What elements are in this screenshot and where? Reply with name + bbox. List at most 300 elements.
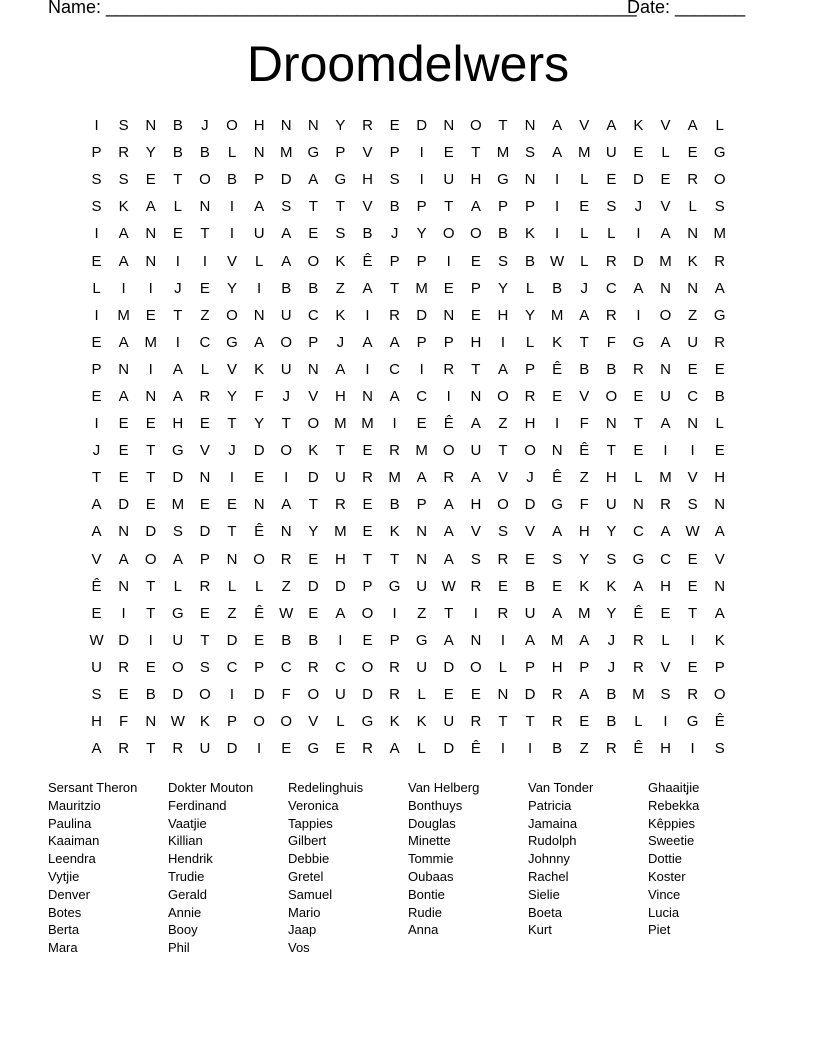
grid-cell: L bbox=[580, 252, 589, 270]
grid-cell: N bbox=[145, 225, 157, 243]
grid-cell: T bbox=[579, 333, 589, 351]
grid-cell: Ê bbox=[470, 740, 481, 758]
grid-cell: O bbox=[442, 442, 455, 460]
grid-cell: M bbox=[659, 469, 672, 487]
grid-cell: B bbox=[606, 360, 617, 378]
grid-cell: C bbox=[334, 658, 346, 676]
grid-cell: E bbox=[660, 171, 671, 189]
grid-cell: Y bbox=[227, 279, 238, 297]
grid-cell: T bbox=[227, 415, 237, 433]
grid-cell: I bbox=[636, 306, 641, 324]
grid-cell: N bbox=[253, 306, 265, 324]
grid-cell: E bbox=[145, 415, 156, 433]
grid-cell: A bbox=[335, 360, 346, 378]
grid-cell: I bbox=[121, 604, 126, 622]
grid-cell: J bbox=[174, 279, 182, 297]
grid-cell: I bbox=[94, 306, 99, 324]
grid-cell: Ê bbox=[91, 577, 102, 595]
grid-cell: B bbox=[172, 117, 183, 135]
grid-cell: I bbox=[94, 117, 99, 135]
grid-cell: E bbox=[91, 604, 102, 622]
grid-cell: S bbox=[714, 198, 725, 216]
grid-cell: A bbox=[552, 604, 563, 622]
word-list-item: Douglas bbox=[408, 815, 456, 831]
grid-cell: A bbox=[714, 604, 725, 622]
grid-cell: E bbox=[145, 658, 156, 676]
grid-cell: G bbox=[415, 631, 428, 649]
grid-cell: E bbox=[91, 387, 102, 405]
grid-cell: A bbox=[254, 333, 265, 351]
grid-cell: E bbox=[687, 550, 698, 568]
grid-cell: R bbox=[443, 360, 455, 378]
grid-cell: C bbox=[660, 550, 671, 568]
grid-cell: Z bbox=[688, 306, 698, 324]
grid-cell: N bbox=[524, 117, 536, 135]
grid-cell: B bbox=[308, 279, 319, 297]
grid-cell: M bbox=[334, 523, 347, 541]
grid-cell: G bbox=[171, 604, 184, 622]
grid-cell: I bbox=[446, 387, 451, 405]
grid-cell: T bbox=[606, 442, 616, 460]
grid-cell: I bbox=[555, 198, 560, 216]
grid-cell: B bbox=[281, 631, 292, 649]
grid-cell: I bbox=[555, 171, 560, 189]
grid-cell: R bbox=[714, 333, 726, 351]
grid-cell: T bbox=[335, 198, 345, 216]
grid-cell: A bbox=[281, 225, 292, 243]
grid-cell: W bbox=[170, 713, 185, 731]
grid-cell: C bbox=[416, 387, 428, 405]
grid-cell: O bbox=[713, 171, 726, 189]
grid-cell: R bbox=[605, 740, 617, 758]
grid-cell: S bbox=[687, 496, 698, 514]
grid-cell: L bbox=[688, 198, 697, 216]
grid-cell: A bbox=[362, 279, 373, 297]
grid-cell: A bbox=[633, 577, 644, 595]
grid-cell: A bbox=[443, 550, 454, 568]
grid-cell: B bbox=[497, 225, 508, 243]
grid-cell: G bbox=[361, 713, 374, 731]
grid-cell: R bbox=[118, 740, 130, 758]
grid-cell: U bbox=[443, 171, 455, 189]
grid-cell: B bbox=[199, 144, 210, 162]
grid-cell: I bbox=[229, 225, 235, 243]
grid-cell: G bbox=[226, 333, 238, 351]
grid-cell: A bbox=[552, 117, 563, 135]
grid-cell: N bbox=[307, 360, 319, 378]
grid-cell: K bbox=[254, 360, 265, 378]
word-list-item: Kurt bbox=[528, 922, 552, 938]
grid-cell: P bbox=[199, 550, 210, 568]
word-list-item: Vince bbox=[648, 886, 681, 902]
grid-cell: A bbox=[308, 171, 319, 189]
grid-cell: I bbox=[121, 279, 126, 297]
grid-cell: P bbox=[470, 279, 481, 297]
grid-cell: Ê bbox=[633, 740, 644, 758]
grid-cell: S bbox=[606, 550, 617, 568]
grid-cell: V bbox=[497, 469, 508, 487]
grid-cell: O bbox=[199, 686, 211, 704]
grid-cell: L bbox=[634, 713, 643, 731]
grid-cell: G bbox=[388, 577, 401, 595]
grid-cell: M bbox=[144, 333, 157, 351]
grid-cell: T bbox=[173, 306, 183, 324]
grid-cell: H bbox=[470, 333, 482, 351]
grid-cell: E bbox=[470, 306, 481, 324]
grid-cell: E bbox=[687, 658, 698, 676]
grid-cell: I bbox=[338, 631, 343, 649]
grid-cell: O bbox=[253, 550, 265, 568]
grid-cell: E bbox=[687, 360, 698, 378]
grid-cell: E bbox=[145, 306, 156, 324]
grid-cell: Z bbox=[335, 279, 345, 297]
grid-cell: J bbox=[580, 279, 588, 297]
grid-cell: T bbox=[498, 713, 508, 731]
word-list-item: Dokter Mouton bbox=[168, 780, 254, 795]
grid-cell: T bbox=[389, 550, 400, 568]
grid-cell: D bbox=[416, 306, 428, 324]
grid-cell: E bbox=[308, 550, 319, 568]
header-row bbox=[48, 0, 748, 21]
grid-cell: E bbox=[199, 604, 210, 622]
grid-cell: R bbox=[605, 252, 617, 270]
grid-cell: A bbox=[118, 225, 129, 243]
grid-cell: P bbox=[443, 333, 454, 351]
grid-cell: B bbox=[145, 686, 156, 704]
grid-cell: H bbox=[91, 713, 102, 731]
grid-cell: I bbox=[257, 279, 262, 297]
grid-cell: N bbox=[118, 360, 130, 378]
grid-cell: S bbox=[714, 740, 725, 758]
grid-cell: T bbox=[200, 631, 210, 649]
grid-cell: E bbox=[362, 442, 373, 460]
grid-cell: S bbox=[389, 171, 400, 189]
grid-cell: L bbox=[498, 658, 508, 676]
grid-cell: I bbox=[663, 442, 668, 460]
grid-cell: O bbox=[470, 117, 482, 135]
grid-cell: T bbox=[281, 415, 291, 433]
grid-cell: N bbox=[524, 171, 536, 189]
word-list-item: Oubaas bbox=[408, 868, 454, 884]
grid-cell: L bbox=[715, 415, 724, 433]
grid-cell: P bbox=[525, 658, 536, 676]
grid-cell: A bbox=[389, 333, 400, 351]
word-list-item: Johnny bbox=[528, 851, 570, 867]
grid-cell: E bbox=[199, 279, 210, 297]
grid-cell: H bbox=[334, 387, 346, 405]
word-list-item: Van Tonder bbox=[528, 780, 594, 795]
grid-cell: A bbox=[660, 415, 671, 433]
grid-cell: A bbox=[606, 117, 617, 135]
grid-cell: A bbox=[91, 523, 102, 541]
grid-cell: L bbox=[607, 225, 616, 243]
grid-cell: E bbox=[443, 686, 454, 704]
grid-cell: O bbox=[280, 442, 293, 460]
grid-cell: P bbox=[389, 144, 400, 162]
grid-cell: U bbox=[687, 333, 699, 351]
grid-cell: Z bbox=[227, 604, 237, 622]
grid-cell: A bbox=[443, 496, 454, 514]
grid-cell: Z bbox=[200, 306, 210, 324]
grid-cell: E bbox=[118, 469, 129, 487]
grid-cell: R bbox=[199, 387, 211, 405]
grid-cell: K bbox=[335, 252, 346, 270]
grid-cell: M bbox=[550, 631, 564, 649]
grid-cell: P bbox=[579, 658, 590, 676]
grid-cell: A bbox=[362, 333, 373, 351]
grid-cell: O bbox=[307, 415, 320, 433]
grid-cell: V bbox=[227, 252, 238, 270]
grid-cell: C bbox=[307, 306, 319, 324]
grid-cell: R bbox=[389, 658, 400, 676]
grid-cell: E bbox=[687, 577, 698, 595]
grid-cell: T bbox=[498, 442, 508, 460]
grid-cell: D bbox=[226, 740, 238, 758]
grid-cell: I bbox=[148, 279, 153, 297]
grid-cell: A bbox=[443, 523, 454, 541]
grid-cell: U bbox=[660, 387, 671, 405]
grid-cell: A bbox=[389, 740, 400, 758]
grid-cell: H bbox=[172, 415, 184, 433]
grid-cell: N bbox=[687, 225, 699, 243]
grid-cell: U bbox=[280, 360, 292, 378]
grid-cell: E bbox=[227, 496, 238, 514]
grid-cell: A bbox=[281, 496, 292, 514]
grid-cell: V bbox=[525, 523, 536, 541]
word-list-item: Vaatjie bbox=[168, 815, 207, 831]
grid-cell: T bbox=[308, 496, 318, 514]
word-list-item: Van Helberg bbox=[408, 780, 480, 795]
grid-cell: A bbox=[687, 117, 698, 135]
grid-cell: E bbox=[199, 415, 210, 433]
grid-cell: T bbox=[146, 604, 156, 622]
date-field[interactable]: Date: _______ bbox=[627, 0, 746, 17]
grid-cell: I bbox=[419, 144, 424, 162]
grid-cell: D bbox=[524, 686, 536, 704]
grid-cell: G bbox=[334, 171, 347, 189]
word-list bbox=[48, 779, 768, 957]
grid-cell: R bbox=[470, 713, 482, 731]
grid-cell: W bbox=[279, 604, 294, 622]
grid-cell: V bbox=[579, 117, 590, 135]
grid-cell: I bbox=[229, 686, 235, 704]
word-list-item: Samuel bbox=[288, 886, 333, 902]
grid-cell: E bbox=[660, 604, 671, 622]
grid-cell: H bbox=[660, 577, 671, 595]
grid-cell: K bbox=[118, 198, 129, 216]
grid-cell: H bbox=[334, 550, 346, 568]
word-list-item: Rachel bbox=[528, 868, 569, 884]
grid-cell: I bbox=[229, 469, 235, 487]
grid-cell: I bbox=[257, 740, 262, 758]
word-list-item: Tappies bbox=[288, 815, 333, 831]
grid-cell: I bbox=[202, 252, 207, 270]
grid-cell: M bbox=[117, 306, 130, 324]
grid-cell: N bbox=[605, 415, 617, 433]
word-list-column bbox=[648, 779, 768, 957]
grid-cell: O bbox=[659, 306, 672, 324]
grid-cell: I bbox=[365, 360, 370, 378]
grid-cell: V bbox=[660, 198, 671, 216]
grid-cell: T bbox=[146, 740, 156, 758]
grid-cell: D bbox=[172, 469, 184, 487]
grid-cell: E bbox=[633, 144, 644, 162]
grid-cell: G bbox=[171, 442, 184, 460]
grid-cell: B bbox=[227, 171, 238, 189]
word-list-item: Leendra bbox=[48, 851, 96, 867]
grid-cell: U bbox=[334, 469, 346, 487]
grid-cell: I bbox=[94, 415, 99, 433]
grid-cell: D bbox=[226, 631, 238, 649]
grid-cell: Y bbox=[308, 523, 319, 541]
grid-cell: V bbox=[199, 442, 210, 460]
grid-cell: A bbox=[254, 198, 265, 216]
grid-cell: A bbox=[660, 523, 671, 541]
grid-cell: N bbox=[253, 144, 265, 162]
grid-cell: P bbox=[254, 658, 265, 676]
grid-cell: M bbox=[550, 306, 564, 324]
grid-cell: S bbox=[525, 144, 536, 162]
grid-cell: W bbox=[89, 631, 104, 649]
grid-cell: S bbox=[497, 523, 508, 541]
grid-cell: T bbox=[308, 198, 318, 216]
word-list-item: Hendrik bbox=[168, 851, 213, 867]
grid-cell: P bbox=[91, 144, 102, 162]
grid-cell: Z bbox=[579, 740, 589, 758]
grid-cell: B bbox=[525, 577, 536, 595]
word-list-item: Gerald bbox=[168, 886, 208, 902]
word-list-column bbox=[288, 779, 408, 957]
grid-cell: V bbox=[470, 523, 481, 541]
grid-cell: J bbox=[92, 442, 101, 460]
grid-cell: I bbox=[94, 225, 99, 243]
grid-cell: L bbox=[580, 225, 589, 243]
letter-grid bbox=[83, 112, 733, 762]
grid-cell: Ê bbox=[579, 442, 590, 460]
grid-cell: D bbox=[633, 171, 644, 189]
grid-cell: B bbox=[362, 225, 373, 243]
grid-cell: V bbox=[687, 469, 698, 487]
grid-cell: O bbox=[280, 713, 293, 731]
grid-cell: A bbox=[118, 550, 129, 568]
grid-cell: W bbox=[550, 252, 565, 270]
grid-cell: H bbox=[253, 117, 265, 135]
grid-cell: N bbox=[118, 523, 130, 541]
grid-cell: T bbox=[688, 604, 698, 622]
grid-cell: C bbox=[605, 279, 617, 297]
grid-cell: K bbox=[416, 713, 427, 731]
grid-cell: U bbox=[470, 442, 482, 460]
grid-cell: O bbox=[524, 442, 536, 460]
grid-cell: A bbox=[172, 550, 183, 568]
grid-cell: A bbox=[579, 631, 590, 649]
grid-cell: P bbox=[497, 198, 508, 216]
name-field[interactable]: Name: _____________________________________________________ bbox=[48, 0, 637, 17]
word-list-item: Anna bbox=[408, 922, 439, 938]
grid-cell: H bbox=[470, 496, 482, 514]
grid-cell: I bbox=[175, 333, 180, 351]
grid-cell: Ê bbox=[443, 415, 454, 433]
grid-cell: B bbox=[308, 631, 319, 649]
grid-cell: I bbox=[365, 306, 370, 324]
grid-cell: D bbox=[362, 686, 373, 704]
grid-cell: A bbox=[389, 387, 400, 405]
grid-cell: E bbox=[389, 117, 400, 135]
grid-cell: W bbox=[441, 577, 456, 595]
grid-cell: F bbox=[579, 496, 589, 514]
word-list-item: Tommie bbox=[408, 851, 454, 867]
grid-cell: O bbox=[199, 171, 211, 189]
grid-cell: U bbox=[416, 577, 428, 595]
grid-cell: I bbox=[690, 631, 695, 649]
grid-cell: D bbox=[633, 252, 644, 270]
grid-cell: F bbox=[579, 415, 589, 433]
grid-cell: V bbox=[579, 387, 590, 405]
grid-cell: A bbox=[470, 469, 481, 487]
grid-cell: T bbox=[444, 604, 454, 622]
grid-cell: U bbox=[280, 306, 292, 324]
grid-cell: A bbox=[633, 279, 644, 297]
grid-cell: B bbox=[552, 279, 563, 297]
grid-cell: T bbox=[146, 469, 156, 487]
grid-cell: V bbox=[227, 360, 238, 378]
grid-cell: S bbox=[335, 225, 346, 243]
grid-cell: Ê bbox=[633, 604, 644, 622]
grid-cell: V bbox=[91, 550, 102, 568]
word-list-item: Sielie bbox=[528, 886, 560, 902]
word-list-item: Jamaina bbox=[528, 815, 578, 831]
grid-cell: I bbox=[419, 171, 424, 189]
grid-cell: K bbox=[579, 577, 590, 595]
grid-cell: G bbox=[497, 171, 509, 189]
grid-cell: E bbox=[308, 225, 319, 243]
grid-cell: T bbox=[498, 117, 508, 135]
grid-cell: V bbox=[362, 198, 373, 216]
grid-cell: S bbox=[497, 252, 508, 270]
grid-cell: U bbox=[524, 604, 536, 622]
word-list-item: Trudie bbox=[168, 868, 205, 884]
grid-cell: I bbox=[148, 360, 153, 378]
grid-cell: I bbox=[392, 604, 397, 622]
grid-cell: A bbox=[660, 225, 671, 243]
grid-cell: N bbox=[660, 360, 671, 378]
grid-cell: H bbox=[605, 469, 617, 487]
grid-cell: N bbox=[714, 496, 726, 514]
grid-cell: O bbox=[171, 658, 184, 676]
grid-cell: Z bbox=[281, 577, 291, 595]
grid-cell: C bbox=[633, 523, 644, 541]
grid-cell: I bbox=[229, 198, 235, 216]
grid-cell: U bbox=[605, 144, 617, 162]
grid-cell: C bbox=[687, 387, 699, 405]
word-list-item: Boeta bbox=[528, 904, 562, 920]
grid-cell: L bbox=[254, 577, 264, 595]
grid-cell: D bbox=[524, 496, 536, 514]
grid-cell: E bbox=[552, 577, 563, 595]
grid-cell: A bbox=[525, 631, 536, 649]
grid-cell: P bbox=[525, 360, 536, 378]
grid-cell: T bbox=[633, 415, 643, 433]
grid-cell: P bbox=[416, 252, 427, 270]
grid-cell: A bbox=[579, 686, 590, 704]
grid-cell: E bbox=[633, 442, 644, 460]
word-list-item: Debbie bbox=[288, 851, 330, 867]
grid-cell: L bbox=[580, 171, 589, 189]
word-list-item: Koster bbox=[648, 868, 686, 884]
grid-cell: R bbox=[551, 713, 563, 731]
grid-cell: A bbox=[470, 198, 481, 216]
grid-cell: M bbox=[577, 144, 591, 162]
